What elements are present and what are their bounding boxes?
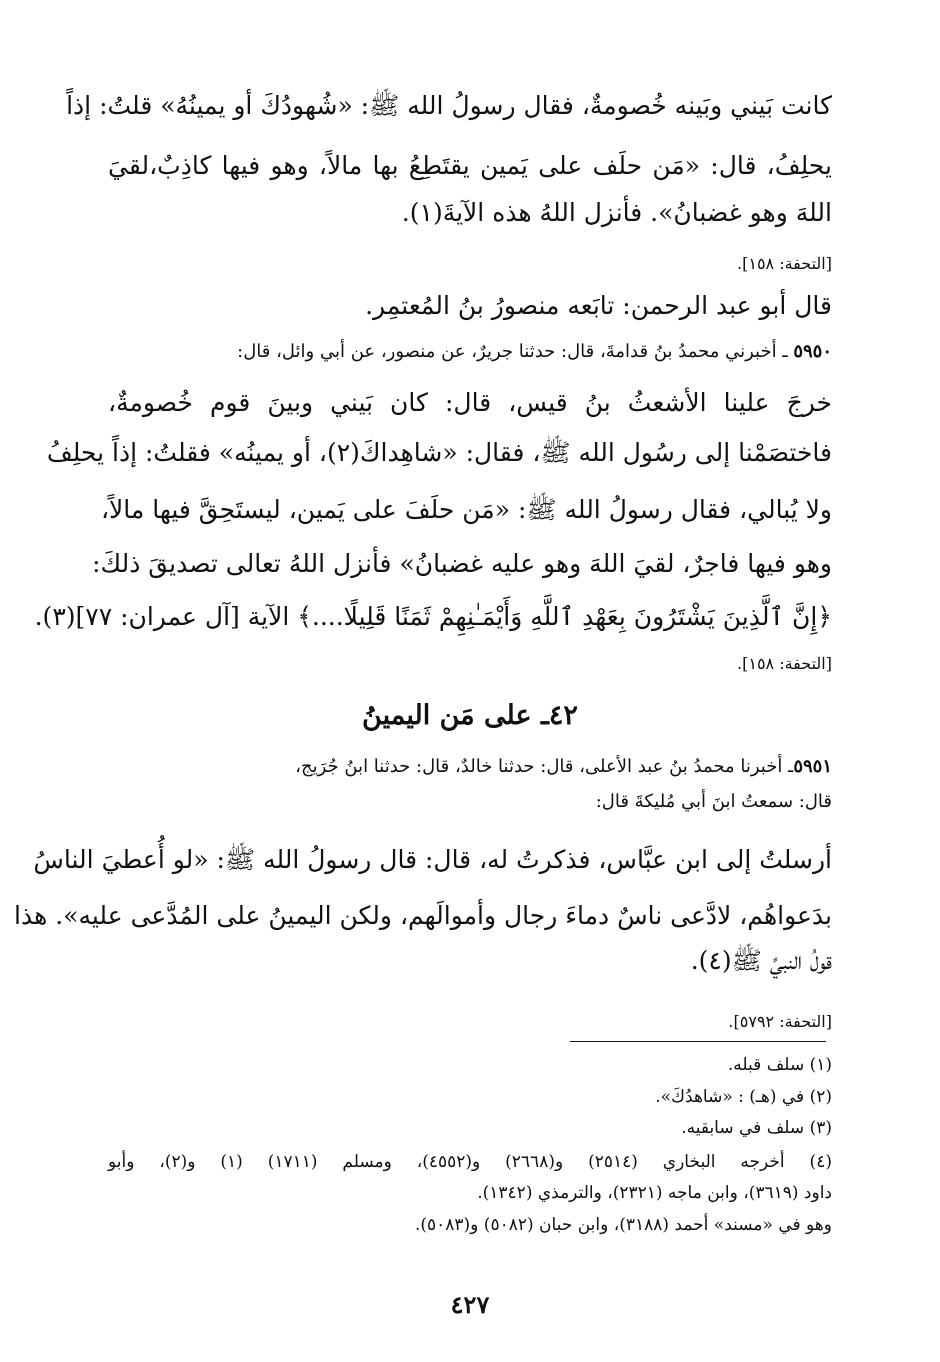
tuhfa-reference: [التحفة: ٥٧٩٢]. <box>728 1012 832 1031</box>
text-line: كانت بَيني وبَينه خُصومةٌ، فقال رسولُ الله ﷺ: «شُهودُكَ أو يمينُهُ» قلتُ: إذاً <box>66 91 832 120</box>
text-line: يحلِفُ، قال: «مَن حلَف على يَمين يقتَطِعُ بها مالاً، وهو فيها كاذِبٌ،لقيَ <box>108 151 832 180</box>
footnote-separator <box>570 1041 826 1042</box>
text-line: قولُ النبيِّ ﷺ(٤). <box>690 946 832 975</box>
footnote-continuation: وهو في «مسند» أحمد (٣١٨٨)، وابن حبان (٥٠٨٢) و(٥٠٨٣). <box>414 1215 832 1235</box>
footnote: (١) سلف قبله. <box>727 1055 832 1075</box>
quran-verse-line: ﴿إِنَّ ٱلَّذِينَ يَشْتَرُونَ بِعَهْدِ ٱللَّهِ وَأَيْمَـٰنِهِمْ ثَمَنًا قَلِيلًا....﴾ الآية [آل عمران: ٧٧](٣). <box>34 602 832 631</box>
isnad-line: قال: سمعتُ ابنَ أبي مُليكةَ قال: <box>595 791 832 812</box>
text-line: بدَعواهُم، لادَّعى ناسٌ دماءَ رجال وأموالَهم، ولكن اليمينُ على المُدَّعى عليه». هذا <box>14 901 832 930</box>
note-line: قال أبو عبد الرحمن: تابَعه منصورُ بنُ المُعتمِر. <box>365 291 832 320</box>
tuhfa-reference: [التحفة: ١٥٨]. <box>737 654 832 673</box>
isnad-line <box>108 753 832 781</box>
tuhfa-reference: [التحفة: ١٥٨]. <box>737 254 832 273</box>
hadith-number: ٥٩٥٠ <box>793 341 832 362</box>
isnad-text: ـ أخبرنا محمدُ بنُ عبد الأعلى، قال: حدثنا خالدٌ، قال: حدثنا ابنُ جُرَيج، <box>295 756 794 777</box>
text-line: وهو فيها فاجرٌ، لقيَ اللهَ وهو عليه غضبانُ» فأنزل اللهُ تعالى تصديقَ ذلكَ: <box>92 549 832 578</box>
footnote: (٤) أخرجه البخاري (٢٥١٤) و(٢٦٦٨) و(٤٥٥٢)، ومسلم (١٧١١) (١) و(٢)، وأبو <box>108 1152 832 1172</box>
text-line: أرسلتُ إلى ابن عبَّاس، فذكرتُ له، قال: قال رسولُ الله ﷺ: «لو أُعطيَ الناسُ <box>33 845 832 874</box>
footnote: (٣) سلف في سابقيه. <box>681 1118 832 1138</box>
footnote: (٢) في (هـ) : «شاهدُكَ». <box>655 1087 832 1107</box>
footnote-continuation: داود (٣٦١٩)، وابن ماجه (٢٣٢١)، والترمذي (١٣٤٢). <box>477 1183 832 1203</box>
text-line: ولا يُبالي، فقال رسولُ الله ﷺ: «مَن حلَفَ على يَمين، ليستَحِقَّ فيها مالاً، <box>100 495 832 524</box>
hadith-number: ٥٩٥١ <box>793 756 832 777</box>
text-line: فاختصَمْنا إلى رسُول الله ﷺ، فقال: «شاهِداكَ(٢)، أو يمينُه» فقلتُ: إذاً يحلِفُ <box>46 438 832 467</box>
isnad-line <box>108 338 832 366</box>
page-number: ٤٢٧ <box>450 1290 490 1319</box>
chapter-title: ٤٢ـ على مَن اليمينُ <box>362 700 578 731</box>
text-line: خرجَ علينا الأشعثُ بنُ قيس، قال: كان بَيني وبينَ قوم خُصومةٌ، <box>108 388 832 417</box>
isnad-text: ـ أخبرني محمدُ بنُ قدامةَ، قال: حدثنا جريرٌ، عن منصور، عن أبي وائل، قال: <box>237 341 794 362</box>
text-line: اللهَ وهو غضبانُ». فأنزل اللهُ هذه الآيةَ(١). <box>401 198 832 227</box>
